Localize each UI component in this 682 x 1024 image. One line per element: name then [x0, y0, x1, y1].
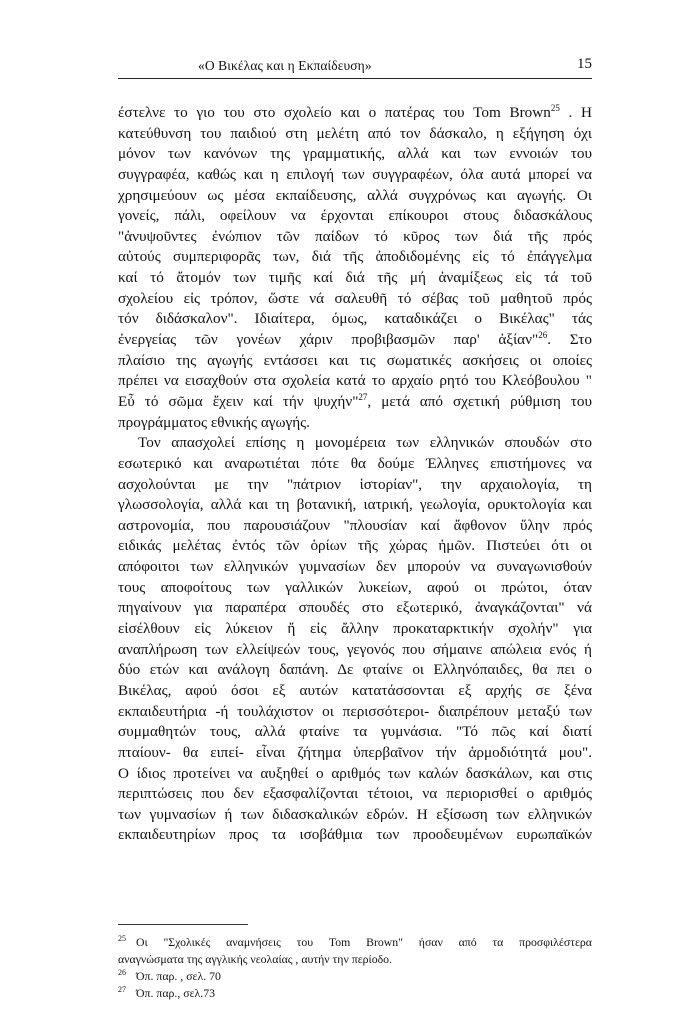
page-number: 15: [577, 56, 592, 72]
text-line: [118, 640, 592, 661]
text-line-content: εσωτερικό και αναρωτιέται πότε θα δούμε Έλληνες επιστήμονες να: [118, 454, 592, 472]
text-line-content: κατεύθυνση του παιδιού στη μελέτη από τον δάσκαλο, η εξήγηση όχι: [118, 124, 592, 142]
footnote-line: [118, 934, 592, 951]
text-line-content: ἐνεργείας τῶν γονέων χάριν προβιβασμῶν παρ' ἀξίαν": [118, 331, 539, 349]
footnote-text: Όπ. παρ. , σελ. 70: [136, 969, 221, 983]
text-line-content: σχολείου εἰς τρόπον, ὥστε νά σαλευθῆ τό σέβας τοῦ μαθητοῦ πρός: [118, 289, 592, 307]
text-line: [118, 309, 592, 330]
text-line-content: γλωσσολογία, αλλά και τη βοτανική, ιατρική, γεωλογία, ορυκτολογία και: [118, 496, 592, 514]
text-line-content: συγγραφέα, καθώς και η επιλογή των συγγραφέων, όλα αυτά μπορεί να: [118, 165, 592, 183]
text-line-content: πηγαίνουν για παραπέρα σπουδές στο εξωτερικό, ἀναγκάζονται" νά: [118, 599, 592, 617]
text-line-tail: , μετά από σχετική ρύθμιση του: [367, 392, 592, 410]
footnote-mark: 25: [118, 934, 126, 943]
text-line-tail: . Η: [559, 104, 592, 121]
text-line-content: των γυμνασίων ή των διδασκαλικών εδρών. Η εξίσωση των ελληνικών: [118, 805, 592, 823]
running-header: [118, 56, 592, 78]
text-line-content: Ο ίδιος προτείνει να αυξηθεί ο αριθμός των καλών δασκάλων, και στις: [118, 764, 592, 782]
text-line: [118, 825, 592, 846]
text-line: [118, 784, 592, 805]
text-line-content: περιπτώσεις που δεν εξασφαλίζονται τέτοιοι, να περιορισθεί ο αριθμός: [118, 785, 592, 803]
text-line: [118, 268, 592, 289]
text-line: [118, 743, 592, 764]
text-line: [118, 475, 592, 496]
text-line-content: εἰσέλθουν εἰς λύκειον ἤ εἰς ἄλλην προκαταρκτικήν σχολήν" για: [118, 620, 592, 638]
text-line-content: έστελνε το γιο του στο σχολείο και ο πατέρας του Tom Brown: [118, 104, 551, 121]
footnote-text: αναγνώσματα της αγγλικής νεολαίας , αυτήν την περίοδο.: [118, 952, 393, 966]
footnote-text: Οι "Σχολικές αναμνήσεις του Tom Brown" ήσαν από τα προσφιλέστερα: [136, 935, 592, 949]
text-line: [118, 557, 592, 578]
text-line: [118, 805, 592, 826]
text-line: [118, 206, 592, 227]
text-line-content: τόν διδάσκαλον". Ιδιαίτερα, όμως, καταδικάζει ο Βικέλας" τάς: [118, 310, 592, 328]
footnotes: [118, 934, 592, 1002]
text-line-content: δύο ετών και ανάλογη δαπάνη. Δε φταίνε οι Ελληνόπαιδες, θα πει ο: [118, 661, 592, 679]
text-line-content: ειδικάς μελέτας ἐντός τῶν ὁρίων τῆς χώρας ἡμῶν. Πιστεύει ότι οι: [118, 537, 592, 555]
text-line-content: Εὖ τό σῶμα ἔχειν καί τήν ψυχήν": [118, 392, 359, 410]
footnote-reference[interactable]: 25: [550, 103, 560, 113]
footnote-line: [118, 968, 592, 985]
header-rule: [118, 78, 592, 79]
text-line-content: Βικέλας, αφού όσοι εξ αυτών κατατάσσονται εξ αρχής σε ξένα: [118, 681, 592, 699]
text-line-content: μόνον των κανόνων της γραμματικής, αλλά και των εννοιών του: [118, 145, 592, 163]
text-line: [118, 330, 592, 351]
text-line-content: συμμαθητών τους, αλλά φταίνε τα γυμνάσια. "Τό πῶς καί διατί: [118, 723, 592, 741]
text-line: [118, 351, 592, 372]
footnote-mark: 26: [118, 968, 126, 977]
text-line-content: Τον απασχολεί επίσης η μονομέρεια των ελληνικών σπουδών στο: [138, 434, 592, 452]
text-line-content: προγράμματος εθνικής αγωγής.: [118, 413, 310, 431]
text-line: [118, 433, 592, 454]
text-line: [118, 227, 592, 248]
text-line-tail: . Στο: [547, 331, 592, 349]
text-line: [118, 392, 592, 413]
footnote-reference[interactable]: 26: [538, 330, 548, 341]
footnote-mark: 27: [118, 985, 126, 994]
text-line-content: χρησιμεύουν ως μέσα εκπαίδευσης, αλλά συγχρόνως και αγωγής. Οι: [118, 186, 592, 204]
text-line: [118, 619, 592, 640]
text-line: [118, 103, 592, 124]
text-line: [118, 144, 592, 165]
text-line: [118, 124, 592, 145]
footnote-line: [118, 951, 592, 968]
text-line: [118, 598, 592, 619]
text-line: [118, 702, 592, 723]
text-line: [118, 516, 592, 537]
text-line: [118, 578, 592, 599]
header-title: «Ο Βικέλας και η Εκπαίδευση»: [198, 58, 372, 73]
text-line-content: "ἀνυψοῦντες ἐνώπιον τῶν παίδων τό κῦρος των διά τῆς πρός: [118, 227, 592, 245]
text-line: [118, 536, 592, 557]
text-line: [118, 660, 592, 681]
text-line: [118, 454, 592, 475]
text-line: [118, 165, 592, 186]
text-line-content: πλαίσιο της αγωγής εντάσσει και τις σωματικές ασκήσεις οι οποίες: [118, 351, 592, 369]
text-line: [118, 681, 592, 702]
text-line-content: τους αποφοίτους των γαλλικών λυκείων, αφού οι πρώτοι, όταν: [118, 578, 592, 596]
text-line-content: ασχολούνται με την "πάτριον ἱστορίαν", την αρχαιολογία, τη: [118, 475, 592, 493]
text-line-content: γονείς, πάλι, οφείλουν να έρχονται επίκουροι στους διδασκάλους: [118, 207, 592, 225]
text-line: [118, 495, 592, 516]
text-line-content: αστρονομία, που παρουσιάζουν "πλουσίαν καί ἄφθονον ὕλην πρός: [118, 516, 592, 534]
text-line: [118, 413, 592, 434]
text-line: [118, 764, 592, 785]
text-line: [118, 247, 592, 268]
text-line-content: εκπαιδευτήρια -ή τουλάχιστον οι περισσότεροι- διαπρέπουν μεταξύ των: [118, 702, 592, 720]
text-line: [118, 289, 592, 310]
text-line: [118, 722, 592, 743]
text-line-content: απόφοιτοι των ελληνικών γυμνασίων δεν μπορούν να συναγωνισθούν: [118, 558, 592, 576]
text-line-content: αὐτούς συμπεριφορᾶς των, διά τῆς ἀποδιδομένης εἰς τό ἐπάγγελμα: [118, 248, 592, 266]
text-line-content: πρέπει να εισαχθούν στα σχολεία κατά το αρχαίο ρητό του Κλεόβουλου ": [118, 372, 592, 390]
footnote-rule: [118, 924, 248, 925]
text-line-content: εκπαιδευτηρίων προς τα ισοβάθμια των προοδευμένων ευρωπαϊκών: [118, 826, 592, 844]
footnote-text: Όπ. παρ., σελ.73: [136, 986, 216, 1000]
footnote-reference[interactable]: 27: [358, 391, 368, 402]
footnote-line: [118, 985, 592, 1002]
text-line: [118, 371, 592, 392]
text-line: [118, 186, 592, 207]
text-line-content: αναπλήρωση των ελλείψεών τους, γεγονός που σήμαινε απώλεια ενός ή: [118, 640, 592, 658]
text-line-content: πταίουν- θα ειπεί- εἶναι ζήτημα ὑπερβαῖνον τήν ἁρμοδιότητά μου".: [118, 743, 592, 761]
body-text: [118, 103, 592, 846]
text-line-content: καί τό ἄτομόν των τιμῆς καί διά τῆς μή ἀναμίξεως εἰς τά τοῦ: [118, 269, 592, 287]
